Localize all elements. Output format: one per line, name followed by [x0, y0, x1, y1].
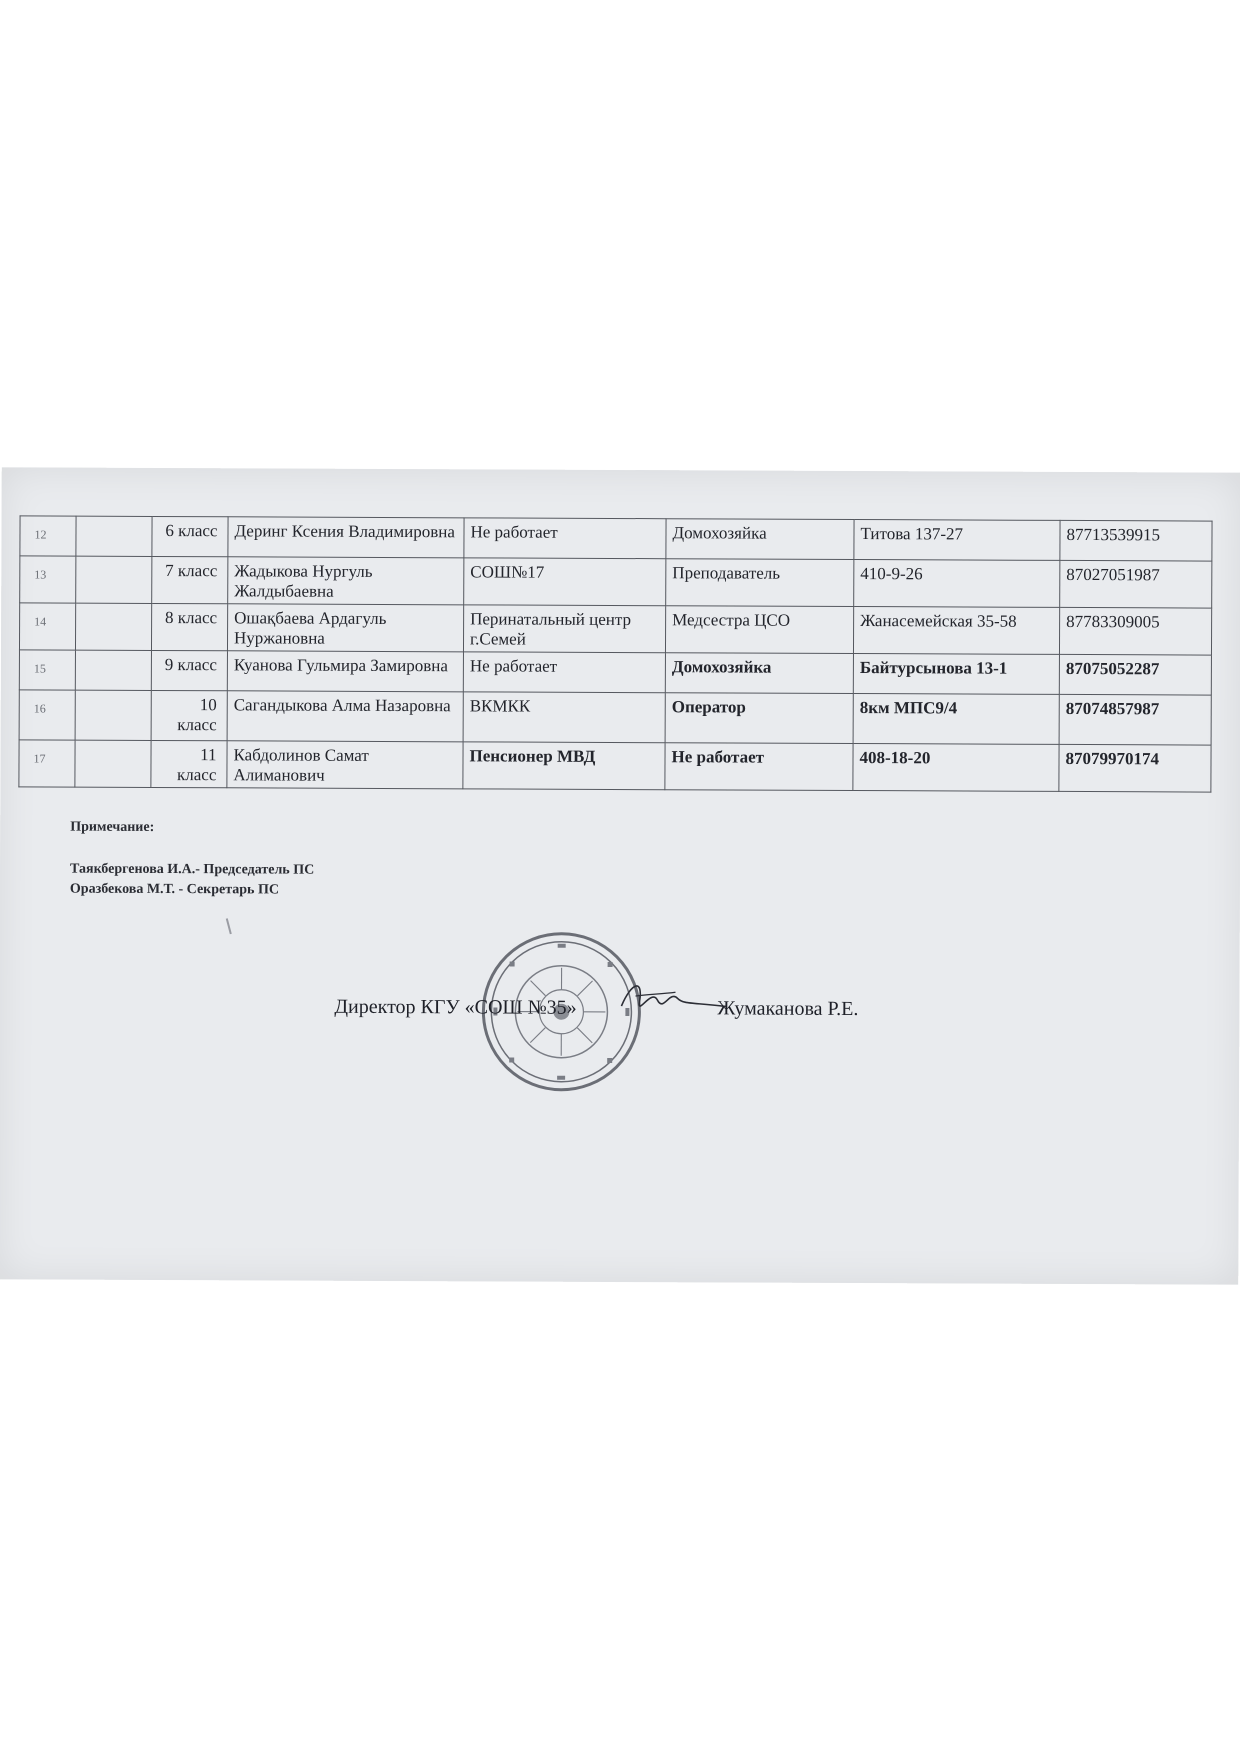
empty-cell [75, 603, 151, 650]
class-cell: 7 класс [152, 556, 228, 603]
class-cell: 11 класс [151, 740, 227, 787]
workplace-cell: СОШ№17 [464, 558, 666, 606]
secretary-line: Оразбекова М.Т. - Секретарь ПС [69, 881, 280, 898]
table-row [19, 650, 1211, 695]
address-cell: 408-18-20 [853, 744, 1059, 792]
director-name: Жумаканова Р.Е. [717, 997, 859, 1021]
position-cell: Домохозяйка [665, 653, 853, 694]
workplace-cell: Перинатальный центр г.Семей [463, 605, 665, 653]
director-title: Директор КГУ «СОШ №35» [334, 995, 577, 1019]
row-number: 16 [19, 690, 75, 740]
phone-cell: 87079970174 [1059, 744, 1211, 792]
parent-name-cell: Кабдолинов Самат Алиманович [227, 741, 463, 789]
empty-cell [76, 516, 152, 556]
position-cell: Оператор [665, 693, 853, 744]
workplace-cell: Не работает [463, 652, 665, 693]
parent-name-cell: Жадыкова Нургуль Жалдыбаевна [228, 557, 464, 605]
table-row [19, 690, 1211, 745]
address-cell: Титова 137-27 [854, 520, 1060, 561]
address-cell: Жанасемейская 35-58 [853, 607, 1059, 655]
workplace-cell: ВКМКК [463, 692, 665, 743]
chairman-line: Таякбергенова И.А.- Председатель ПС [69, 861, 315, 878]
phone-cell: 87713539915 [1060, 520, 1212, 561]
row-number: 14 [19, 603, 75, 650]
phone-cell: 87027051987 [1060, 560, 1212, 608]
position-cell: Медсестра ЦСО [665, 606, 853, 654]
table-row [20, 556, 1212, 608]
empty-cell [75, 740, 151, 787]
scanned-page [0, 467, 1240, 1284]
empty-cell [75, 690, 151, 740]
table-row [19, 603, 1211, 655]
class-cell: 10 класс [151, 690, 227, 740]
class-cell: 6 класс [152, 516, 228, 556]
empty-cell [75, 650, 151, 690]
parent-name-cell: Деринг Ксения Владимировна [228, 517, 464, 558]
handwritten-signature-icon [617, 972, 727, 1022]
address-cell: 8км МПС9/4 [853, 694, 1059, 745]
address-cell: Байтурсынова 13-1 [853, 654, 1059, 695]
row-number: 15 [19, 650, 75, 690]
position-cell: Домохозяйка [666, 519, 854, 560]
position-cell: Не работает [665, 743, 853, 791]
phone-cell: 87074857987 [1059, 694, 1211, 745]
note-label: Примечание: [70, 819, 155, 835]
parent-name-cell: Куанова Гульмира Замировна [227, 651, 463, 692]
committee-members [70, 860, 314, 901]
parent-name-cell: Ошақбаева Ардагуль Нуржановна [227, 604, 463, 652]
phone-cell: 87783309005 [1059, 607, 1211, 655]
parent-name-cell: Сагандыкова Алма Назаровна [227, 691, 463, 742]
table-row [20, 516, 1212, 561]
phone-cell: 87075052287 [1059, 654, 1211, 695]
row-number: 13 [20, 556, 76, 603]
row-number: 12 [20, 516, 76, 556]
position-cell: Преподаватель [666, 559, 854, 607]
pen-mark [226, 918, 232, 934]
workplace-cell: Пенсионер МВД [463, 742, 665, 790]
class-cell: 9 класс [151, 650, 227, 690]
workplace-cell: Не работает [464, 518, 666, 559]
parents-committee-table [18, 515, 1212, 792]
table-row [19, 740, 1211, 792]
row-number: 17 [19, 740, 75, 787]
class-cell: 8 класс [151, 603, 227, 650]
address-cell: 410-9-26 [854, 560, 1060, 608]
empty-cell [76, 556, 152, 603]
